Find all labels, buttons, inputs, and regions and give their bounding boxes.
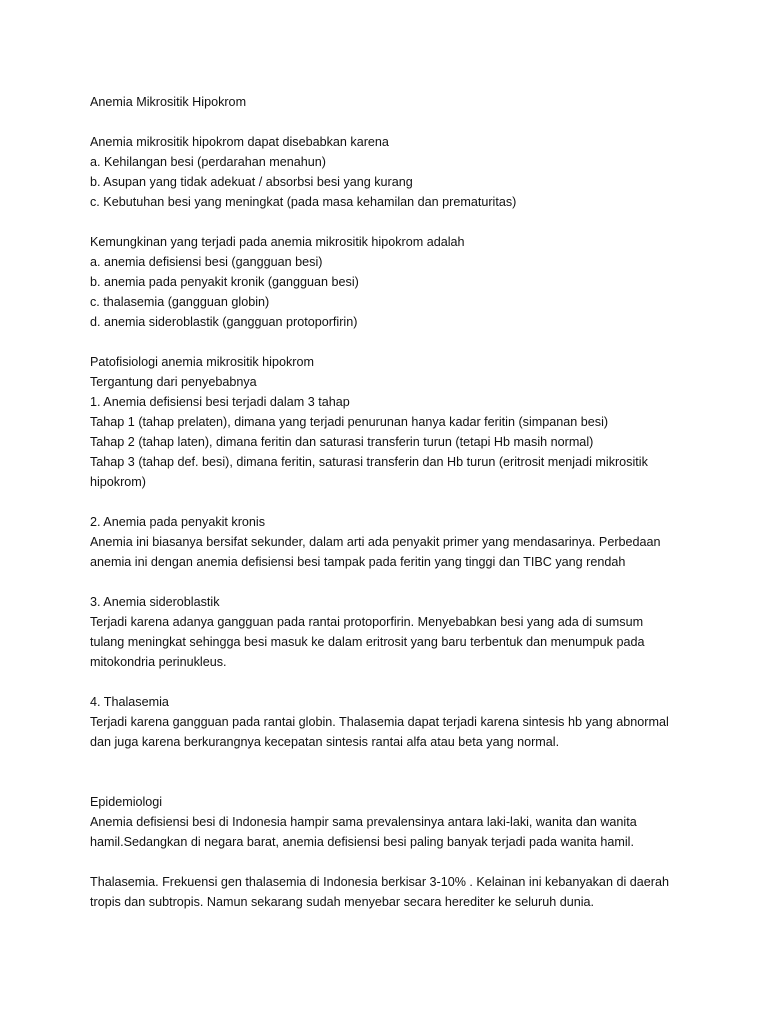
section-4-heading: 4. Thalasemia [90,695,169,709]
section-1-line: Tahap 2 (tahap laten), dimana feritin dan saturasi transferin turun (tetapi Hb masih normal) [90,435,594,449]
epidemiology-p1-line: Anemia defisiensi besi di Indonesia hampir sama prevalensinya antara laki-laki, wanita dan wanita [90,815,637,829]
section-4-line: dan juga karena berkurangnya kecepatan sintesis rantai alfa atau beta yang normal. [90,735,560,749]
section-3-heading: 3. Anemia sideroblastik [90,595,220,609]
pathophysiology-subheading: Tergantung dari penyebabnya [90,375,257,389]
possibilities-item-d: d. anemia sideroblastik (gangguan protoporfirin) [90,315,358,329]
possibilities-item-a: a. anemia defisiensi besi (gangguan besi) [90,255,323,269]
spacer [90,852,690,872]
causes-intro: Anemia mikrositik hipokrom dapat disebabkan karena [90,135,389,149]
section-2-line: Anemia ini biasanya bersifat sekunder, dalam arti ada penyakit primer yang mendasarinya. Perbedaan [90,535,661,549]
epidemiology-p2-line: tropis dan subtropis. Namun sekarang sudah menyebar secara herediter ke seluruh dunia. [90,895,595,909]
spacer [90,212,690,232]
section-2-heading: 2. Anemia pada penyakit kronis [90,515,266,529]
section-3-line: tulang meningkat sehingga besi masuk ke dalam eritrosit yang baru terbentuk dan menumpuk pada [90,635,645,649]
epidemiology-p2-line: Thalasemia. Frekuensi gen thalasemia di Indonesia berkisar 3-10% . Kelainan ini kebanyakan di daerah [90,875,669,889]
causes-item-c: c. Kebutuhan besi yang meningkat (pada masa kehamilan dan prematuritas) [90,195,517,209]
epidemiology-p1-line: hamil.Sedangkan di negara barat, anemia defisiensi besi paling banyak terjadi pada wanita hamil. [90,835,634,849]
spacer [90,112,690,132]
possibilities-item-b: b. anemia pada penyakit kronik (gangguan besi) [90,275,359,289]
possibilities-item-c: c. thalasemia (gangguan globin) [90,295,270,309]
spacer [90,572,690,592]
causes-item-b: b. Asupan yang tidak adekuat / absorbsi besi yang kurang [90,175,413,189]
spacer [90,332,690,352]
spacer [90,752,690,792]
section-3-line: Terjadi karena adanya gangguan pada rantai protoporfirin. Menyebabkan besi yang ada di sumsum [90,615,644,629]
epidemiology-heading: Epidemiologi [90,795,163,809]
spacer [90,672,690,692]
section-1-line: Tahap 3 (tahap def. besi), dimana feritin, saturasi transferin dan Hb turun (eritrosit menjadi mikrositik [90,455,648,469]
section-2-line: anemia ini dengan anemia defisiensi besi tampak pada feritin yang tinggi dan TIBC yang rendah [90,555,626,569]
section-1-line: Tahap 1 (tahap prelaten), dimana yang terjadi penurunan hanya kadar feritin (simpanan besi) [90,415,609,429]
document-title: Anemia Mikrositik Hipokrom [90,95,247,109]
section-1-heading: 1. Anemia defisiensi besi terjadi dalam 3 tahap [90,395,350,409]
possibilities-intro: Kemungkinan yang terjadi pada anemia mikrositik hipokrom adalah [90,235,465,249]
spacer [90,492,690,512]
causes-item-a: a. Kehilangan besi (perdarahan menahun) [90,155,326,169]
pathophysiology-heading: Patofisiologi anemia mikrositik hipokrom [90,355,314,369]
section-4-line: Terjadi karena gangguan pada rantai globin. Thalasemia dapat terjadi karena sintesis hb yang abnormal [90,715,669,729]
section-3-line: mitokondria perinukleus. [90,655,227,669]
document-body [90,92,690,912]
section-1-line: hipokrom) [90,475,146,489]
